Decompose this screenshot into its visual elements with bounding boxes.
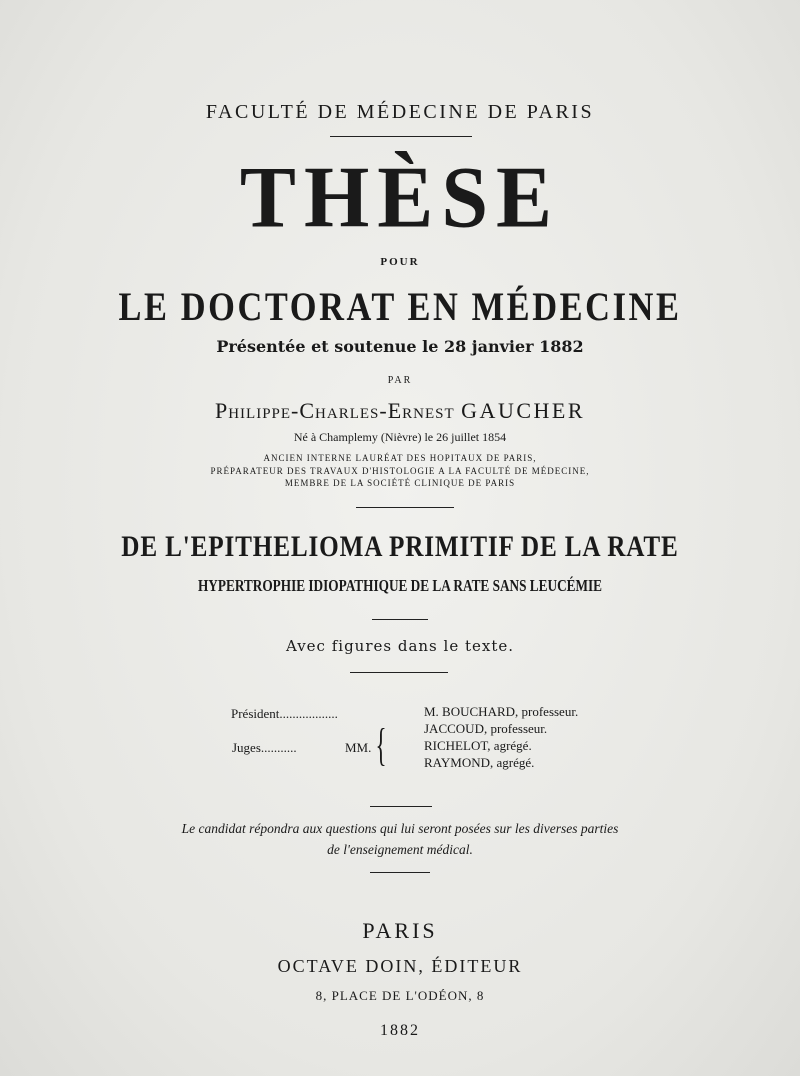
jury-juges-label: Juges........... bbox=[232, 740, 297, 755]
publication-year: 1882 bbox=[380, 1022, 420, 1039]
these-title: THÈSE bbox=[239, 148, 561, 247]
candidate-note-line: Le candidat répondra aux questions qui lui seront posées sur les diverses parties bbox=[181, 821, 619, 836]
divider bbox=[356, 507, 454, 508]
divider bbox=[372, 619, 428, 620]
publisher-address: 8, PLACE DE L'ODÉON, 8 bbox=[315, 988, 485, 1003]
faculty-heading: FACULTÉ DE MÉDECINE DE PARIS bbox=[205, 101, 595, 123]
jury-member: RAYMOND, agrégé. bbox=[424, 755, 535, 770]
candidate-note bbox=[0, 818, 800, 860]
divider bbox=[350, 672, 448, 673]
birth-line: Né à Champlemy (Nièvre) le 26 juillet 1854 bbox=[293, 430, 507, 444]
presentation-line: Présentée et soutenue le 28 janvier 1882 bbox=[216, 337, 584, 356]
divider bbox=[330, 136, 472, 137]
thesis-title: DE L'EPITHELIOMA PRIMITIF DE LA RATE bbox=[121, 530, 679, 563]
author-title-line: PRÉPARATEUR DES TRAVAUX D'HISTOLOGIE A LA FACULTÉ DE MÉDECINE, bbox=[210, 465, 590, 476]
author-titles bbox=[0, 452, 800, 490]
jury-member: JACCOUD, professeur. bbox=[424, 721, 548, 736]
jury-president-name: M. BOUCHARD, professeur. bbox=[424, 704, 579, 719]
publisher-city: PARIS bbox=[362, 918, 438, 943]
thesis-subtitle: HYPERTROPHIE IDIOPATHIQUE DE LA RATE SANS LEUCÉMIE bbox=[197, 576, 603, 595]
author-name bbox=[0, 398, 800, 424]
jury-mm-label: MM. bbox=[345, 740, 372, 755]
par-label: PAR bbox=[387, 375, 413, 386]
author-title-line: MEMBRE DE LA SOCIÉTÉ CLINIQUE DE PARIS bbox=[284, 478, 516, 488]
jury-member: RICHELOT, agrégé. bbox=[424, 738, 532, 753]
author-surname: GAUCHER bbox=[461, 398, 586, 423]
publisher-name: OCTAVE DOIN, ÉDITEUR bbox=[277, 956, 523, 976]
divider bbox=[370, 872, 430, 873]
author-given-names: Philippe-Charles-Ernest bbox=[214, 398, 455, 423]
figures-note: Avec figures dans le texte. bbox=[285, 637, 515, 655]
author-title-line: ANCIEN INTERNE LAURÉAT DES HOPITAUX DE PARIS, bbox=[263, 453, 537, 463]
divider bbox=[370, 806, 432, 807]
brace-icon: { bbox=[375, 719, 387, 770]
candidate-note-line: de l'enseignement médical. bbox=[327, 842, 473, 857]
pour-label: POUR bbox=[380, 256, 420, 268]
doctorat-title: LE DOCTORAT EN MÉDECINE bbox=[118, 284, 682, 329]
jury-president-label: Président.................. bbox=[231, 706, 338, 721]
